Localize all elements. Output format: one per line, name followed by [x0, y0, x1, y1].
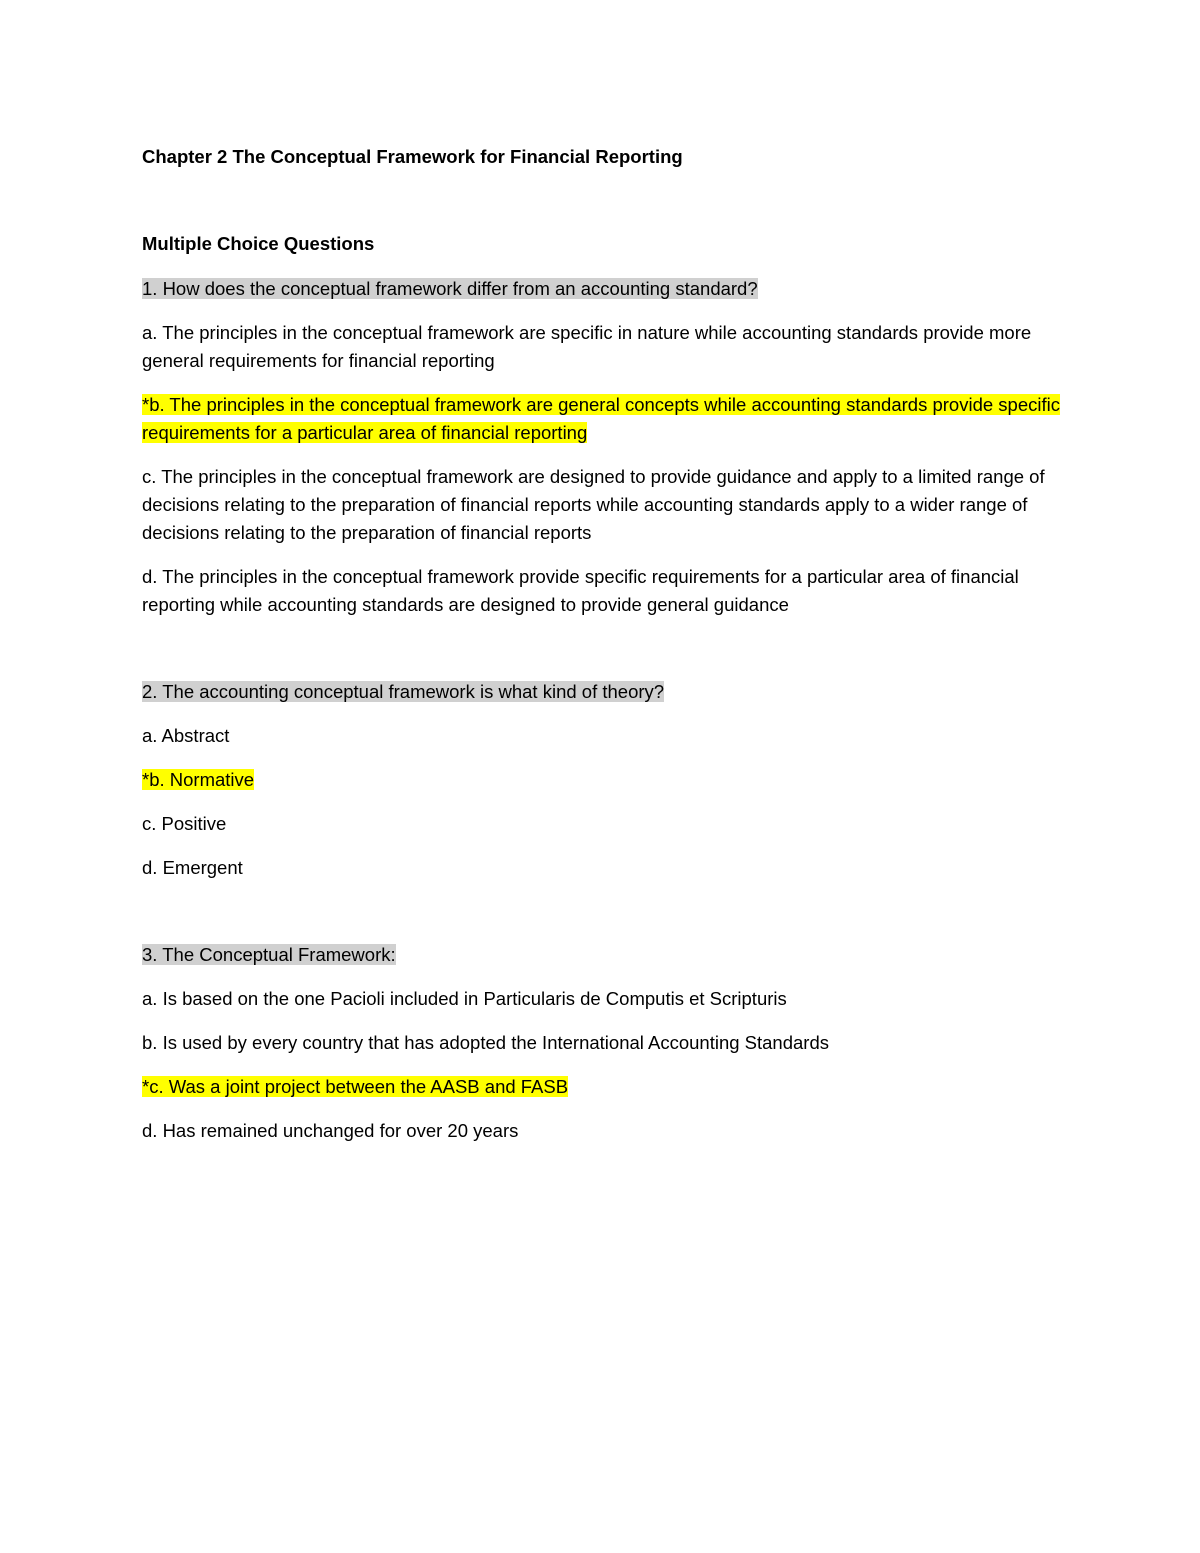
correct-answer-option [142, 766, 1062, 794]
answer-option-text: d. The principles in the conceptual framework provide specific requirements for a particular area of financial reporting while accounting standards are designed to provide general guidance [142, 566, 1019, 615]
answer-option [142, 810, 1062, 838]
question-stem [142, 275, 1062, 303]
answer-option-text: *c. Was a joint project between the AASB and FASB [142, 1076, 569, 1097]
question-1 [142, 275, 1062, 619]
answer-option-text: c. Positive [142, 813, 227, 834]
question-2 [142, 678, 1062, 882]
answer-option-text: b. Is used by every country that has adopted the International Accounting Standards [142, 1032, 830, 1053]
chapter-title: Chapter 2 The Conceptual Framework for Financial Reporting [142, 146, 683, 167]
question-stem-text: 3. The Conceptual Framework: [142, 944, 396, 965]
answer-option [142, 854, 1062, 882]
answer-option [142, 1117, 1062, 1145]
answer-option-text: *b. Normative [142, 769, 255, 790]
question-3 [142, 941, 1062, 1145]
answer-option [142, 722, 1062, 750]
question-stem-text: 2. The accounting conceptual framework is what kind of theory? [142, 681, 665, 702]
answer-option-text: a. Is based on the one Pacioli included in Particularis de Computis et Scripturis [142, 988, 787, 1009]
answer-option [142, 319, 1062, 375]
document-body [142, 143, 1062, 1145]
answer-option [142, 1029, 1062, 1057]
question-stem-text: 1. How does the conceptual framework differ from an accounting standard? [142, 278, 758, 299]
answer-option-text: a. Abstract [142, 725, 230, 746]
answer-option [142, 563, 1062, 619]
section-title: Multiple Choice Questions [142, 233, 375, 254]
answer-option-text: c. The principles in the conceptual framework are designed to provide guidance and apply to a limited range of decisions relating to the preparation of financial reports while accounting standards apply to a wider range of decisions relating to the preparation of financial reports [142, 466, 1045, 543]
answer-option-text: d. Emergent [142, 857, 243, 878]
answer-option [142, 985, 1062, 1013]
answer-option-text: a. The principles in the conceptual framework are specific in nature while accounting standards provide more general requirements for financial reporting [142, 322, 1032, 371]
correct-answer-option [142, 1073, 1062, 1101]
question-stem [142, 941, 1062, 969]
answer-option-text: d. Has remained unchanged for over 20 years [142, 1120, 519, 1141]
question-stem [142, 678, 1062, 706]
correct-answer-option [142, 391, 1062, 447]
answer-option-text: *b. The principles in the conceptual framework are general concepts while accounting standards provide specific requirements for a particular area of financial reporting [142, 394, 1060, 443]
answer-option [142, 463, 1062, 547]
